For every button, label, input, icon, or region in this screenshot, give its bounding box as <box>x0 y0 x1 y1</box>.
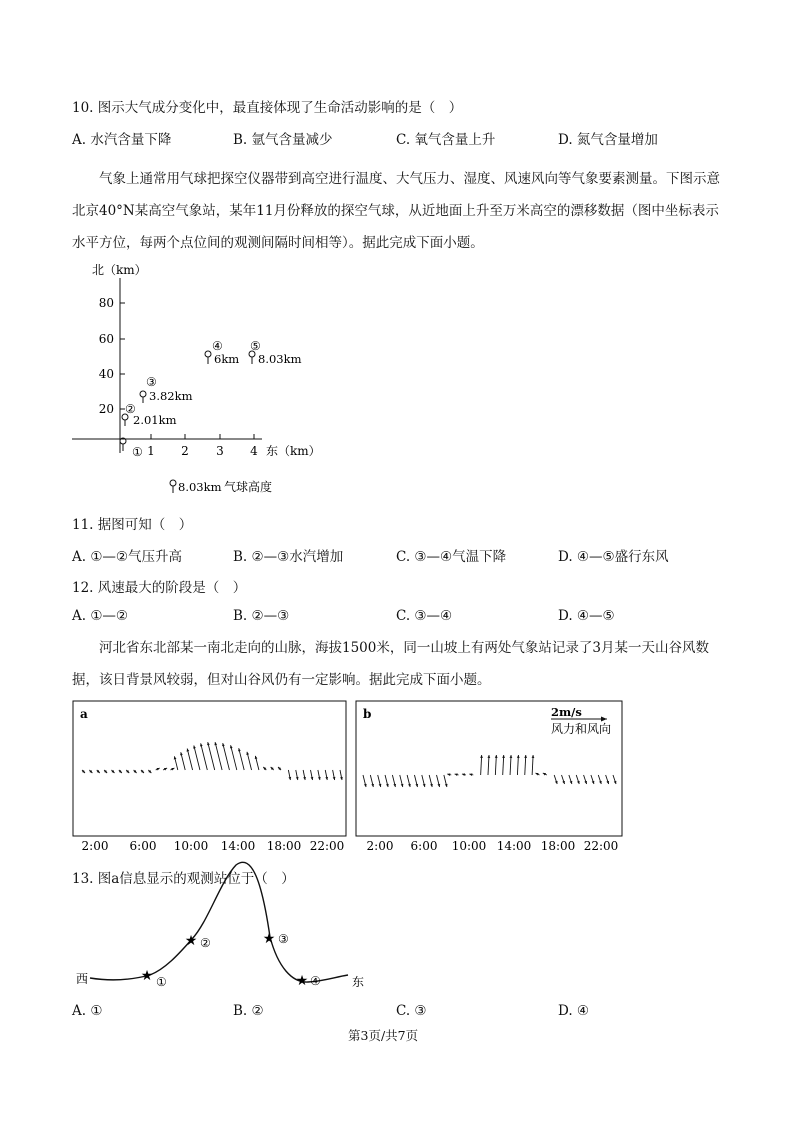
y-tick-40: 40 <box>98 367 114 381</box>
y-axis-label: 北（km） <box>92 263 147 277</box>
wind-arrow <box>303 770 306 780</box>
wind-arrow <box>340 770 343 780</box>
wind-arrow <box>318 770 321 780</box>
wind-arrow <box>510 755 513 775</box>
q11-option-a: A. ①—②气压升高 <box>72 549 183 565</box>
wind-arrow <box>422 775 426 787</box>
wind-arrow <box>141 770 144 773</box>
chart-b-tick-0200: 2:00 <box>366 839 394 853</box>
balloon-legend <box>170 479 272 494</box>
wind-arrow <box>288 770 291 780</box>
point-2-height: 2.01km <box>133 413 177 427</box>
wind-arrow <box>584 775 587 784</box>
chart-b-tick-1800: 18:00 <box>540 839 576 853</box>
wind-arrow <box>193 745 200 770</box>
wind-arrow <box>119 770 122 773</box>
chart-b-wind-arrows <box>363 755 616 787</box>
wind-arrow <box>480 755 483 775</box>
q10-option-b: B. 氩气含量减少 <box>233 132 333 148</box>
svg-text:★: ★ <box>184 933 198 949</box>
station-2-label: ② <box>200 936 211 950</box>
wind-arrow <box>429 775 433 787</box>
wind-arrow <box>414 775 418 787</box>
wind-arrow <box>606 775 609 784</box>
passage-valley-wind: 河北省东北部某一南北走向的山脉，海拔1500米，同一山坡上有两处气象站记录了3月某一天山谷风数据，该日背景风较弱，但对山谷风仍有一定影响。据此完成下面小题。 <box>72 640 709 688</box>
wind-arrow <box>455 773 459 776</box>
y-tick-20: 20 <box>98 402 114 416</box>
chart-b-tick-1000: 10:00 <box>451 839 487 853</box>
chart-a-tick-0200: 2:00 <box>81 839 109 853</box>
legend-label: 气球高度 <box>224 480 273 494</box>
wind-chart-a <box>72 700 347 858</box>
y-tick-80: 80 <box>98 296 114 310</box>
wind-arrow <box>543 773 547 776</box>
wind-arrow <box>447 773 451 776</box>
wind-arrow <box>535 773 539 776</box>
wind-arrow <box>278 767 281 770</box>
wind-arrow <box>591 775 594 784</box>
wind-arrow <box>407 775 411 787</box>
q13-option-b: B. ② <box>233 1003 264 1019</box>
mountain-profile-diagram <box>70 857 380 997</box>
x-ticks <box>147 434 258 458</box>
point-4-id: ④ <box>212 339 223 353</box>
wind-arrow <box>111 770 114 773</box>
chart-b-label: b <box>363 707 372 721</box>
wind-arrow <box>502 755 505 775</box>
wind-arrow <box>187 749 193 770</box>
wind-arrow <box>170 768 174 771</box>
point-5-id: ⑤ <box>250 339 261 353</box>
q12-option-d: D. ④—⑤ <box>558 608 615 624</box>
wind-chart-b <box>355 700 625 858</box>
balloon-point-2 <box>122 402 177 427</box>
chart-a-tick-1400: 14:00 <box>220 839 256 853</box>
point-1-id: ① <box>132 445 143 459</box>
point-5-height: 8.03km <box>258 352 302 366</box>
q13-stem: 13. 图a信息显示的观测站位于（ ） <box>72 871 295 887</box>
x-tick-3: 3 <box>216 444 224 458</box>
wind-arrow <box>576 775 579 784</box>
wind-arrow <box>230 745 237 770</box>
balloon-point-1 <box>120 438 143 459</box>
wind-arrow <box>444 775 448 787</box>
station-1-label: ① <box>156 975 167 989</box>
wind-arrow <box>495 755 498 775</box>
svg-text:★: ★ <box>262 931 276 947</box>
q13-option-c: C. ③ <box>396 1003 427 1019</box>
point-4-height: 6km <box>214 352 240 366</box>
q12-option-c: C. ③—④ <box>396 608 453 624</box>
chart-a-frame <box>73 701 346 836</box>
chart-a-label: a <box>80 707 88 721</box>
chart-b-tick-2200: 22:00 <box>583 839 619 853</box>
wind-arrow <box>180 752 185 770</box>
y-tick-60: 60 <box>98 332 114 346</box>
wind-arrow <box>569 775 572 784</box>
wind-arrow <box>296 770 299 780</box>
wind-arrow <box>598 775 601 784</box>
x-tick-1: 1 <box>147 444 155 458</box>
station-2 <box>185 933 211 950</box>
x-tick-2: 2 <box>181 444 189 458</box>
legend-speed: 2m/s <box>551 705 582 719</box>
balloon-point-3 <box>140 375 193 403</box>
wind-arrow <box>462 773 466 776</box>
q10-option-c: C. 氧气含量上升 <box>396 132 496 148</box>
q11-stem: 11. 据图可知（ ） <box>72 517 193 533</box>
chart-b-tick-0600: 6:00 <box>410 839 438 853</box>
wind-arrow <box>487 755 490 775</box>
station-4 <box>296 973 321 989</box>
wind-arrow <box>469 773 473 776</box>
legend-value: 8.03km <box>178 480 222 494</box>
mountain-slope-line <box>90 862 348 982</box>
balloon-point-5 <box>249 339 302 366</box>
wind-arrow <box>392 775 396 787</box>
wind-arrow <box>333 770 336 780</box>
wind-arrow <box>214 742 222 770</box>
q12-option-b: B. ②—③ <box>233 608 290 624</box>
wind-arrow <box>517 755 520 775</box>
wind-arrow <box>532 755 535 775</box>
wind-arrow <box>134 770 137 773</box>
wind-arrow <box>255 756 259 770</box>
wind-arrow <box>104 770 107 773</box>
chart-a-wind-arrows <box>82 742 343 780</box>
q10-stem: 10. 图示大气成分变化中，最直接体现了生命活动影响的是（ ） <box>72 100 463 116</box>
x-tick-4: 4 <box>250 444 258 458</box>
wind-arrow <box>82 770 85 773</box>
legend-text: 风力和风向 <box>551 722 612 736</box>
wind-arrow <box>200 743 207 770</box>
wind-arrow <box>613 775 616 784</box>
wind-arrow <box>207 742 215 770</box>
wind-arrow <box>524 755 527 775</box>
chart-a-tick-2200: 22:00 <box>309 839 345 853</box>
q13-option-a: A. ① <box>72 1003 103 1019</box>
station-1 <box>141 968 167 989</box>
point-3-id: ③ <box>146 375 157 389</box>
chart-b-tick-1400: 14:00 <box>496 839 532 853</box>
balloon-point-4 <box>205 339 239 366</box>
chart-a-tick-0600: 6:00 <box>129 839 157 853</box>
svg-text:★: ★ <box>295 973 309 989</box>
wind-arrow <box>222 743 229 770</box>
wind-arrow <box>156 768 160 771</box>
wind-arrow <box>311 770 314 780</box>
wind-arrow <box>363 775 367 787</box>
y-ticks <box>99 296 125 416</box>
wind-arrow <box>238 748 244 770</box>
wind-arrow <box>325 770 328 780</box>
station-4-label: ④ <box>310 974 321 988</box>
svg-text:★: ★ <box>140 968 154 984</box>
page-number: 第3页/共7页 <box>348 1028 419 1043</box>
wind-arrow <box>246 752 251 770</box>
point-3-height: 3.82km <box>149 389 193 403</box>
wind-arrow <box>378 775 382 787</box>
passage-balloon: 气象上通常用气球把探空仪器带到高空进行温度、大气压力、湿度、风速风向等气象要素测量。下图示意北京40°N某高空气象站，某年11月份释放的探空气球，从近地面上升至万米高空的漂移数据（图中坐标表示水平方位，每两个点位间的观测间隔时间相等）。据此完成下面小题。 <box>72 171 720 251</box>
point-2-id: ② <box>125 402 136 416</box>
wind-arrow <box>554 775 557 784</box>
station-3-label: ③ <box>278 932 289 946</box>
station-3 <box>263 931 289 947</box>
wind-arrow <box>271 767 274 770</box>
q10-option-d: D. 氮气含量增加 <box>558 132 658 148</box>
wind-arrow <box>97 770 100 773</box>
q11-option-d: D. ④—⑤盛行东风 <box>558 549 669 565</box>
q10-option-a: A. 水汽含量下降 <box>72 132 172 148</box>
balloon-drift-chart <box>70 258 330 503</box>
q11-option-c: C. ③—④气温下降 <box>396 549 507 565</box>
wind-arrow <box>562 775 565 784</box>
x-axis-label: 东（km） <box>266 444 321 458</box>
wind-arrow <box>437 775 441 787</box>
wind-arrow <box>400 775 404 787</box>
wind-arrow <box>370 775 374 787</box>
q12-stem: 12. 风速最大的阶段是（ ） <box>72 580 247 596</box>
q12-option-a: A. ①—② <box>72 608 129 624</box>
wind-arrow <box>148 770 151 773</box>
wind-arrow <box>89 770 92 773</box>
direction-west: 西 <box>76 972 89 986</box>
chart-b-legend <box>551 705 611 736</box>
wind-arrow <box>385 775 389 787</box>
wind-arrow <box>126 770 129 773</box>
direction-east: 东 <box>352 975 365 989</box>
wind-arrow <box>263 767 266 770</box>
wind-arrow <box>163 768 167 771</box>
q13-option-d: D. ④ <box>558 1003 590 1019</box>
chart-a-tick-1800: 18:00 <box>266 839 302 853</box>
q11-option-b: B. ②—③水汽增加 <box>233 549 344 565</box>
chart-a-tick-1000: 10:00 <box>173 839 209 853</box>
